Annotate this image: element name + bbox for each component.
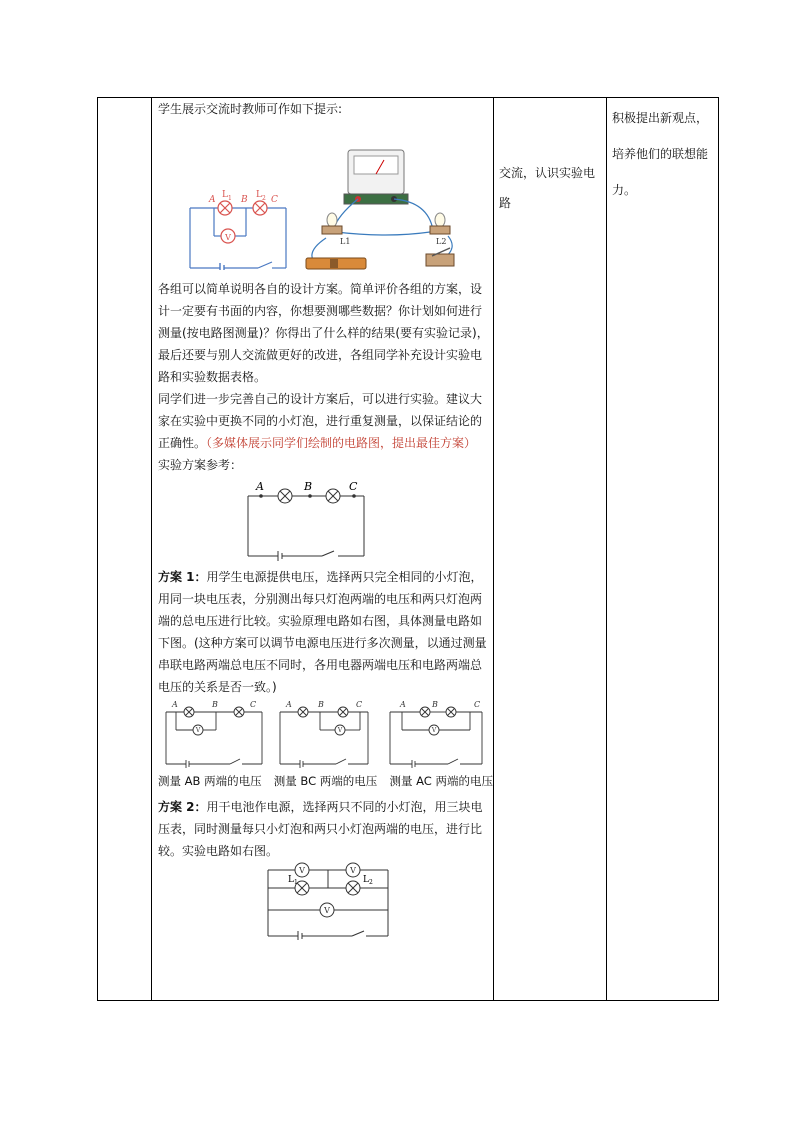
node-b-label: B [304, 480, 313, 493]
node-a-label: A [256, 480, 264, 493]
plan-2-paragraph [158, 796, 493, 862]
lamp-l1-label: L [288, 875, 294, 885]
caption-ab: 测量 AB 两端的电压 [158, 774, 262, 788]
circuit-ac [390, 707, 482, 768]
lamp-l2-subscript: 2 [262, 195, 266, 202]
caption-bc: 测量 BC 两端的电压 [273, 774, 378, 788]
voltmeter-2-label: V [350, 866, 356, 875]
student-activity-cell: 交流，认识实验电路 [499, 166, 596, 210]
design-intent-cell: 积极提出新观点，培养他们的联想能力。 [612, 111, 709, 197]
reference-heading: 实验方案参考： [158, 458, 243, 472]
plan-1-text: 用学生电源提供电压，选择两只完全相同的小灯泡，用同一块电压表，分别测出每只灯泡两端的电压和两只灯泡两端的总电压进行比较。实验原理电路如右图，具体测量电路如下图。(这种方案可以调节电源电压进行多次测量，以通过测量串联电路两端总电压不同时，各用电器两端电压和电路两端总电压的关系是否一致。) [158, 570, 487, 694]
measurement-circuits-figure [158, 698, 493, 770]
voltmeter-total-label: V [324, 906, 330, 915]
lamp-l2-label: L [363, 875, 369, 885]
real-bulb-l1-label: L1 [340, 237, 351, 246]
c3-node-b: B [432, 700, 438, 709]
voltmeter-1-label: V [299, 866, 305, 875]
three-voltmeter-circuit-figure [158, 862, 493, 940]
circuit-and-apparatus-figure [158, 120, 493, 270]
design-paragraph: 各组可以简单说明各自的设计方案。简单评价各组的方案，设计一定要有书面的内容，你想要测哪些数据？你计划如何进行测量(按电路图测量)？你得出了什么样的结果(要有实验记录)，最后还要与别人交流做更好的改进，各组同学补充设计实验电路和实验数据表格。 [158, 282, 489, 384]
c2-node-b: B [318, 700, 324, 709]
node-c-label: C [349, 480, 358, 493]
c2-node-c: C [356, 700, 363, 709]
c1-node-c: C [250, 700, 257, 709]
series-circuit-figure [158, 476, 493, 562]
c1-node-b: B [212, 700, 218, 709]
plan-2-text: 用干电池作电源，选择两只不同的小灯泡，用三块电压表，同时测量每只小灯泡和两只小灯泡两端的电压，进行比较。实验电路如右图。 [158, 800, 483, 858]
measurement-captions [158, 770, 493, 792]
bulb-l2-icon [435, 213, 445, 227]
voltmeter-label: V [225, 233, 231, 242]
column-divider-1 [151, 98, 152, 1000]
improve-paragraph [158, 388, 493, 454]
switch-icon [426, 254, 454, 266]
circuit-diagram [190, 208, 286, 268]
teaching-content-cell [158, 98, 493, 940]
bulb-l1-icon [327, 213, 337, 227]
real-bulb-l2-label: L2 [436, 237, 447, 246]
apparatus-illustration [306, 150, 454, 270]
circuit-ab [166, 707, 262, 768]
c1-voltmeter-label: V [195, 727, 201, 734]
lamp-l2-label: L [256, 190, 262, 200]
lesson-table [97, 97, 719, 1001]
plan-1-paragraph [158, 566, 493, 698]
intro-text: 学生展示交流时教师可作如下提示: [158, 102, 343, 116]
c3-node-a: A [400, 700, 406, 709]
caption-ac: 测量 AC 两端的电压 [389, 774, 493, 788]
c3-voltmeter-label: V [431, 727, 437, 734]
lamp-l1-subscript: 1 [228, 195, 232, 202]
improve-text: 同学们进一步完善自己的设计方案后，可以进行实验。建议大家在实验中更换不同的小灯泡，进行重复测量，以保证结论的正确性。 [158, 392, 483, 450]
c2-node-a: A [286, 700, 292, 709]
multimedia-note: （多媒体展示同学们绘制的电路图，提出最佳方案） [206, 436, 477, 450]
node-c-label: C [271, 195, 278, 205]
lamp-l1-label: L [222, 190, 228, 200]
node-b-label: B [241, 195, 248, 205]
lamp-l2-subscript: 2 [369, 879, 373, 886]
circuit-bc [280, 707, 368, 768]
plan-1-title: 方案 1： [158, 570, 207, 584]
node-a-label: A [209, 195, 216, 205]
lamp-l1-subscript: 1 [294, 879, 298, 886]
column-divider-2 [493, 98, 494, 1000]
c3-node-c: C [474, 700, 481, 709]
plan-2-title: 方案 2： [158, 800, 207, 814]
c1-node-a: A [172, 700, 178, 709]
c2-voltmeter-label: V [337, 727, 343, 734]
column-divider-3 [606, 98, 607, 1000]
